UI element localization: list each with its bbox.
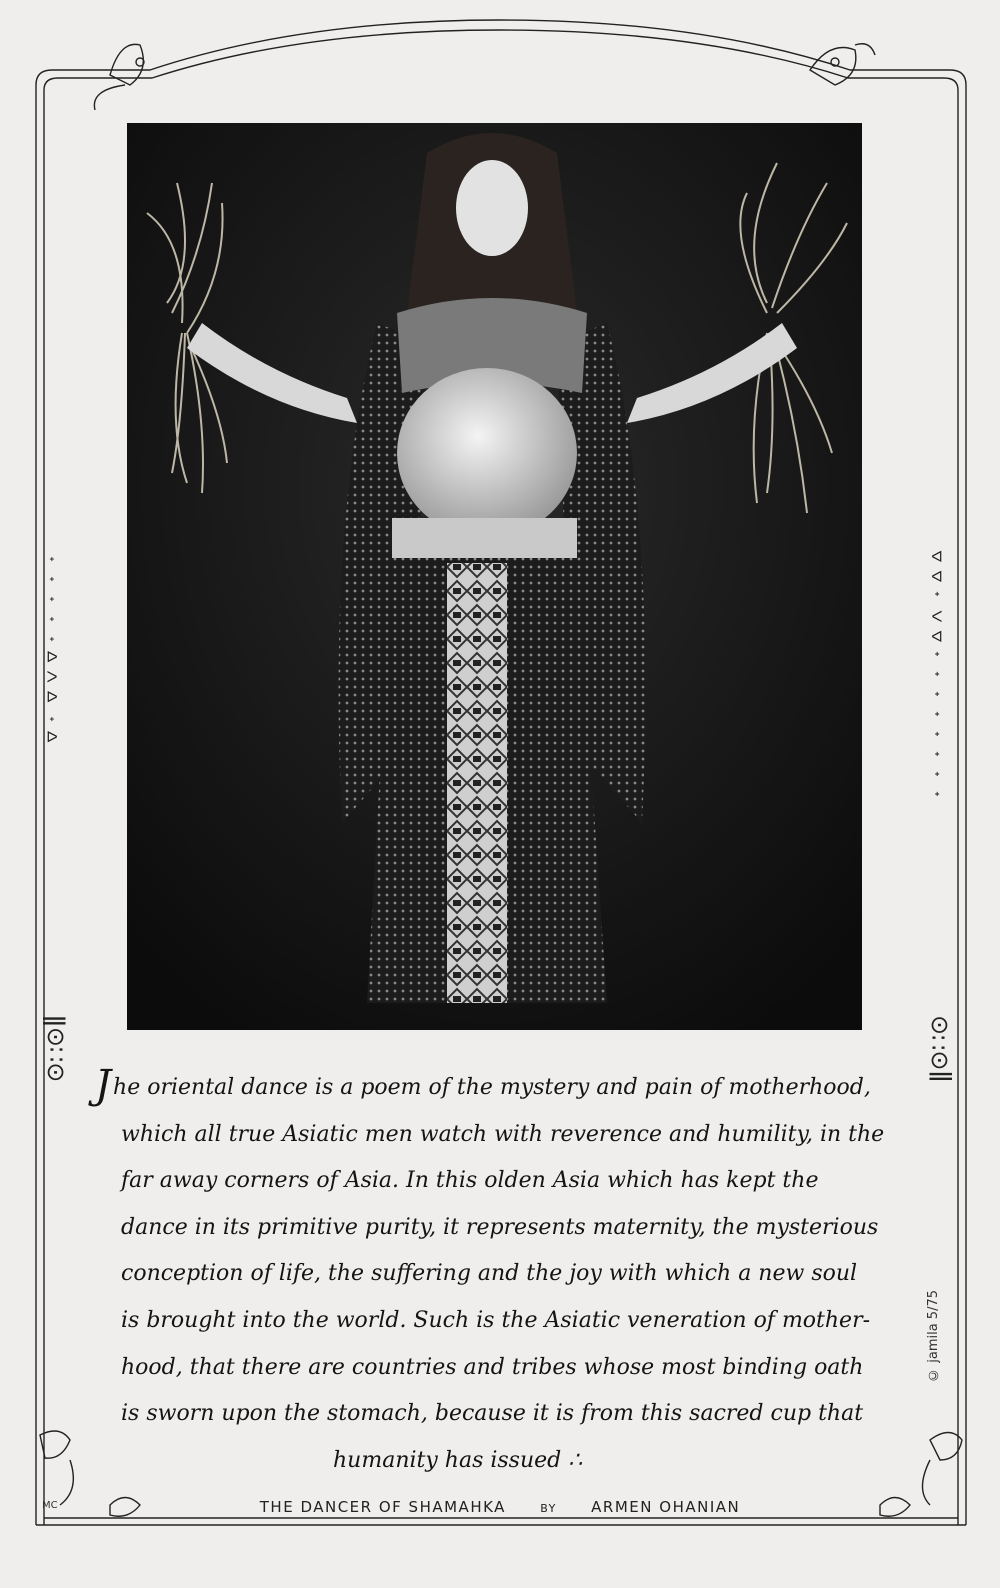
text-line-8: is sworn upon the stomach, because it is from this sacred cup that [121,1401,864,1427]
by-label: BY [540,1502,557,1515]
text-line-7: hood, that there are countries and tribes whose most binding oath [121,1354,864,1380]
author-name: ARMEN OHANIAN [591,1498,741,1516]
flower-top-left [94,44,144,110]
symbol-column-left: ǁ⊙∷⊙ [42,1015,70,1083]
text-line-4: dance in its primitive purity, it represents maternity, the mysterious [121,1214,879,1240]
dancer-photograph [127,123,862,1030]
text-line-9: humanity has issued ∴ [333,1447,583,1473]
text-line-3: far away corners of Asia. In this olden Asia which has kept the [121,1168,819,1194]
quotation-text [95,1062,895,1484]
flower-top-right [810,44,875,85]
text-line-2: which all true Asiatic men watch with reverence and humility, in the [121,1121,885,1147]
drop-cap: J [95,1062,112,1108]
artist-credit: © jamila 5/75 [926,1290,941,1382]
book-title: THE DANCER OF SHAMAHKA [259,1498,506,1516]
glyph-column-left: ᐊᐩᐊᐸᐊᐩᐩᐩᐩᐩ [43,545,61,745]
footer-caption [0,1498,1000,1516]
designer-mark: MC [42,1500,58,1511]
text-line-5: conception of life, the suffering and the joy with which a new soul [121,1261,858,1287]
glyph-column-right: ᐊᐊᐩᐸᐊᐩᐩᐩᐩᐩᐩᐩᐩ [928,548,946,808]
text-line-6: is brought into the world. Such is the Asiatic veneration of mother- [121,1307,871,1333]
symbol-column-right: ǁ⊙∷⊙ [925,1015,953,1083]
text-line-1: Jhe oriental dance is a poem of the mystery and pain of motherhood, [95,1062,871,1108]
